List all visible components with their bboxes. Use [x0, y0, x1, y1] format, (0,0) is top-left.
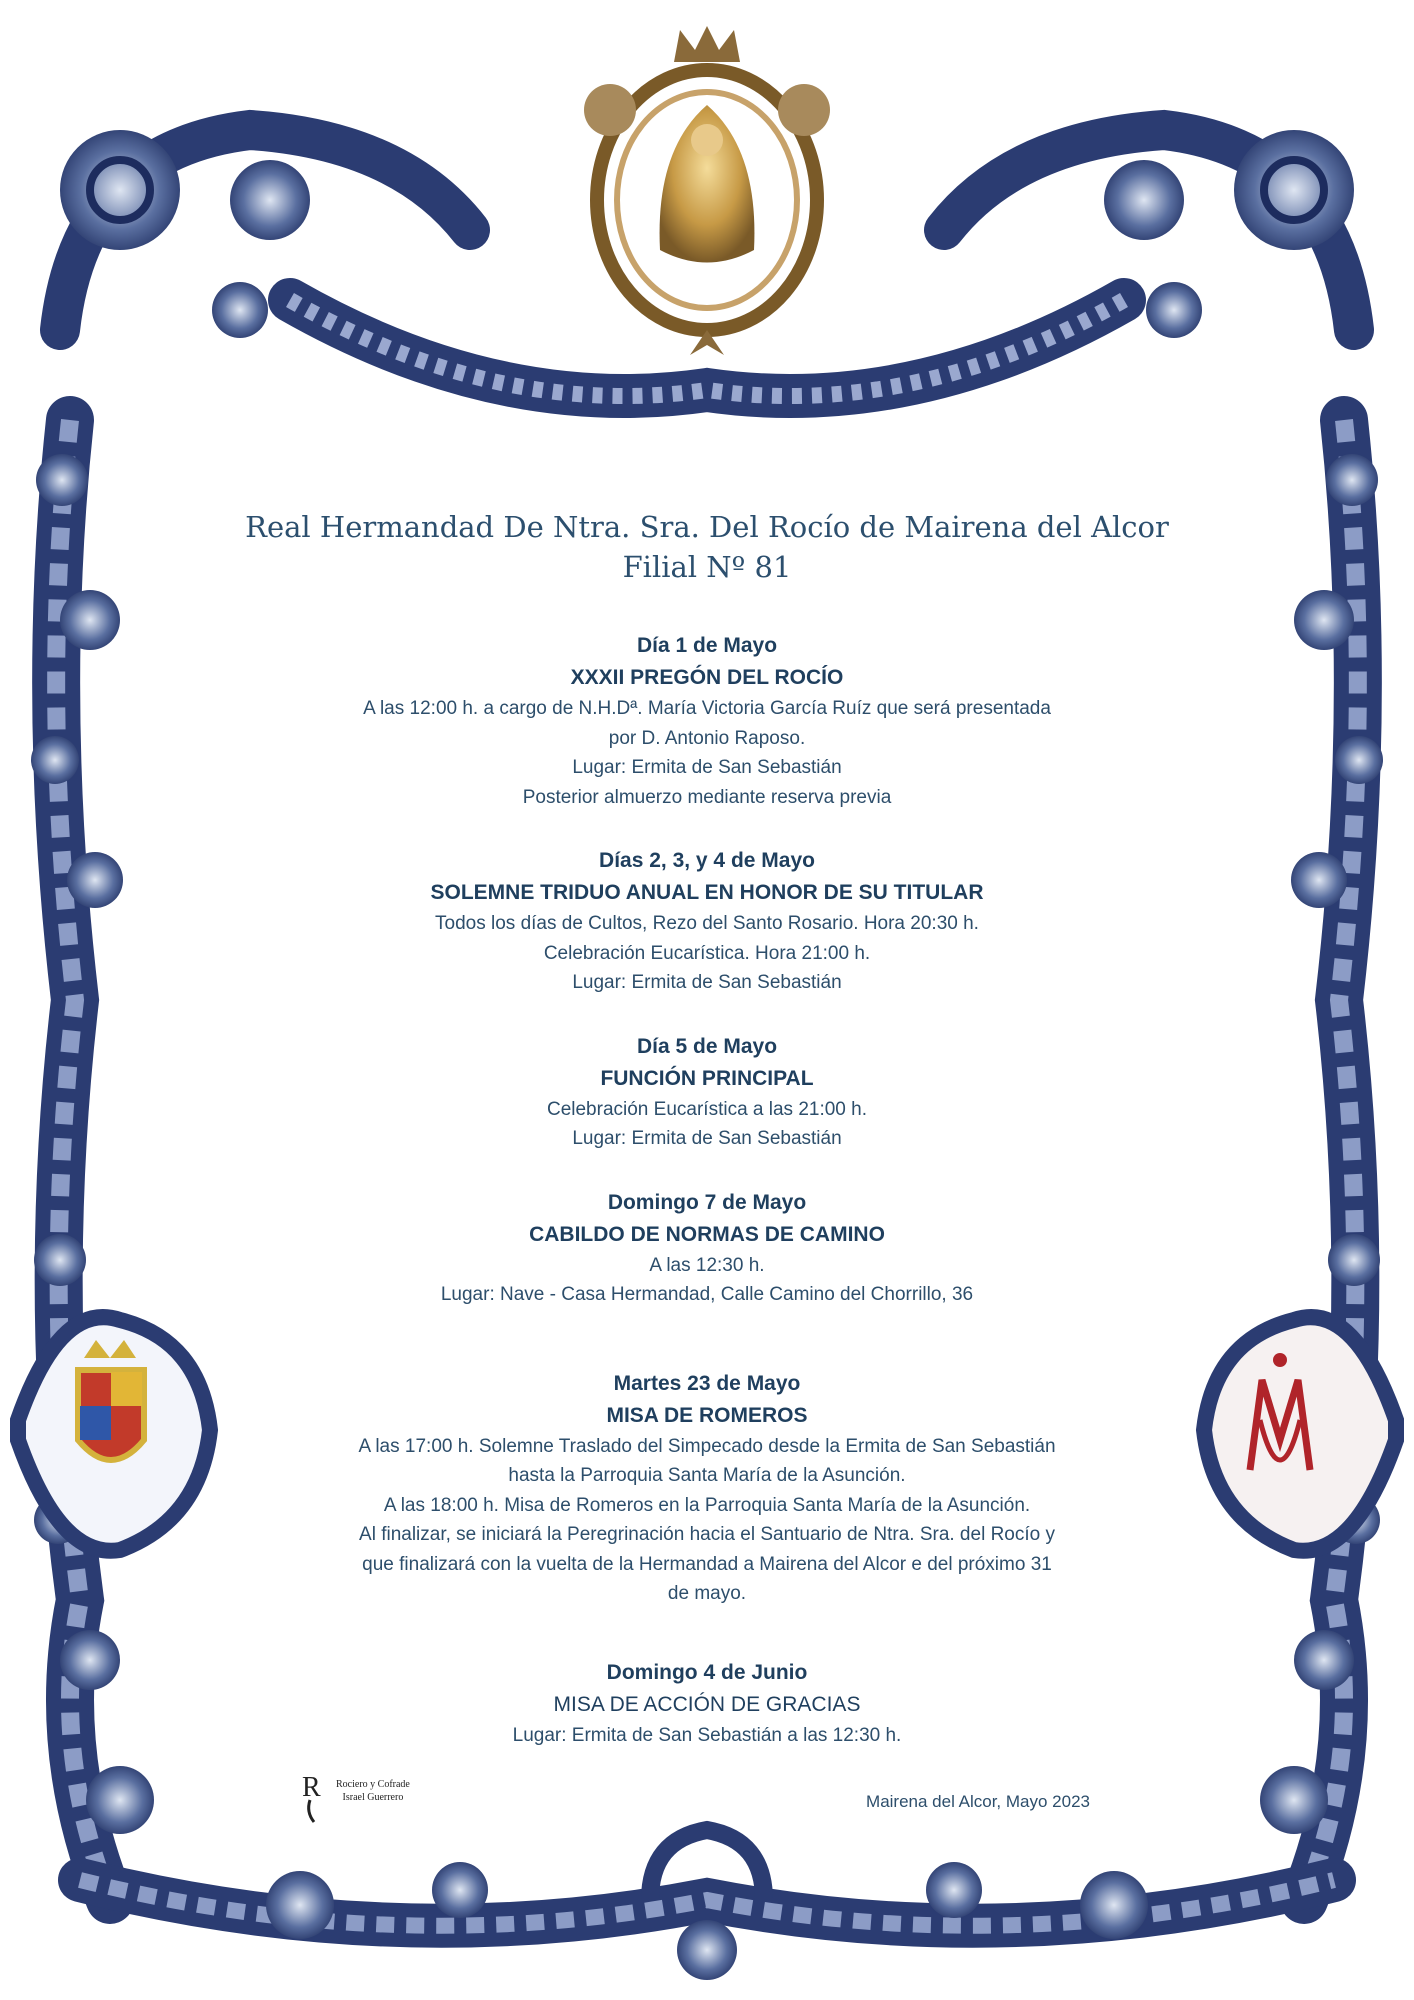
- event-date: Domingo 4 de Junio: [606, 1660, 808, 1684]
- event-accion-gracias: [300, 1657, 1114, 1751]
- left-coat-of-arms: [18, 1317, 210, 1551]
- event-date: Domingo 7 de Mayo: [607, 1190, 807, 1214]
- place-and-date: Mairena del Alcor, Mayo 2023: [866, 1792, 1090, 1811]
- brotherhood-title: Real Hermandad De Ntra. Sra. Del Rocío de Mairena del Alcor: [245, 510, 1169, 544]
- event-title: MISA DE ACCIÓN DE GRACIAS: [553, 1692, 861, 1716]
- event-line: Lugar: Ermita de San Sebastián a las 12:30 h.: [512, 1724, 902, 1746]
- event-line: por D. Antonio Raposo.: [608, 727, 806, 749]
- event-line: Celebración Eucarística a las 21:00 h.: [546, 1098, 867, 1120]
- event-misa-romeros: [300, 1368, 1114, 1609]
- events-list: [300, 630, 1114, 1750]
- right-monogram: [1204, 1317, 1396, 1551]
- event-title: XXXII PREGÓN DEL ROCÍO: [570, 666, 844, 689]
- event-title: FUNCIÓN PRINCIPAL: [600, 1066, 814, 1090]
- event-funcion-principal: [300, 1031, 1114, 1154]
- event-line: A las 17:00 h. Solemne Traslado del Simpecado desde la Ermita de San Sebastián: [358, 1435, 1056, 1457]
- event-line: hasta la Parroquia Santa María de la Asunción.: [508, 1465, 906, 1486]
- event-cabildo: [300, 1187, 1114, 1310]
- event-date: Día 1 de Mayo: [636, 634, 778, 657]
- event-date: Martes 23 de Mayo: [613, 1371, 801, 1395]
- event-line: A las 18:00 h. Misa de Romeros en la Parroquia Santa María de la Asunción.: [383, 1494, 1031, 1516]
- event-date: Días 2, 3, y 4 de Mayo: [599, 849, 815, 872]
- virgin-medallion: [584, 26, 830, 355]
- event-line: Lugar: Ermita de San Sebastián: [572, 972, 842, 993]
- event-pregon: [300, 630, 1114, 812]
- event-line: A las 12:00 h. a cargo de N.H.Dª. María Victoria García Ruíz que será presentada: [363, 698, 1051, 719]
- frame-bottom-border: [80, 1830, 1334, 1980]
- event-line: de mayo.: [667, 1583, 747, 1604]
- filial-number: Filial Nº 81: [622, 550, 792, 584]
- frame-left-border: [31, 420, 154, 1900]
- event-line: A las 12:30 h.: [649, 1254, 765, 1276]
- event-line: Lugar: Ermita de San Sebastián: [572, 757, 842, 778]
- event-line: que finalizará con la vuelta de la Hermandad a Mairena del Alcor e del próximo 31: [362, 1553, 1052, 1575]
- event-line: Al finalizar, se iniciará la Peregrinación hacia el Santuario de Ntra. Sra. del Rocío y: [359, 1524, 1055, 1545]
- logo-caption: [336, 1778, 410, 1804]
- frame-right-border: [1260, 420, 1383, 1900]
- event-triduo: [300, 845, 1114, 998]
- event-line: Todos los días de Cultos, Rezo del Santo Rosario. Hora 20:30 h.: [435, 913, 979, 934]
- event-line: Lugar: Nave - Casa Hermandad, Calle Camino del Chorrillo, 36: [440, 1284, 974, 1305]
- event-date: Día 5 de Mayo: [636, 1034, 778, 1058]
- logo-line-2: Israel Guerrero: [342, 1792, 404, 1803]
- event-title: SOLEMNE TRIDUO ANUAL EN HONOR DE SU TITULAR: [430, 881, 984, 904]
- event-line: Posterior almuerzo mediante reserva previa: [522, 786, 892, 808]
- logo-line-1: Rociero y Cofrade: [336, 1779, 410, 1790]
- event-title: MISA DE ROMEROS: [606, 1403, 808, 1427]
- event-title: CABILDO DE NORMAS DE CAMINO: [529, 1222, 885, 1246]
- event-line: Celebración Eucarística. Hora 21:00 h.: [543, 942, 871, 964]
- svg-text:R: R: [302, 1772, 321, 1803]
- event-line: Lugar: Ermita de San Sebastián: [572, 1128, 842, 1149]
